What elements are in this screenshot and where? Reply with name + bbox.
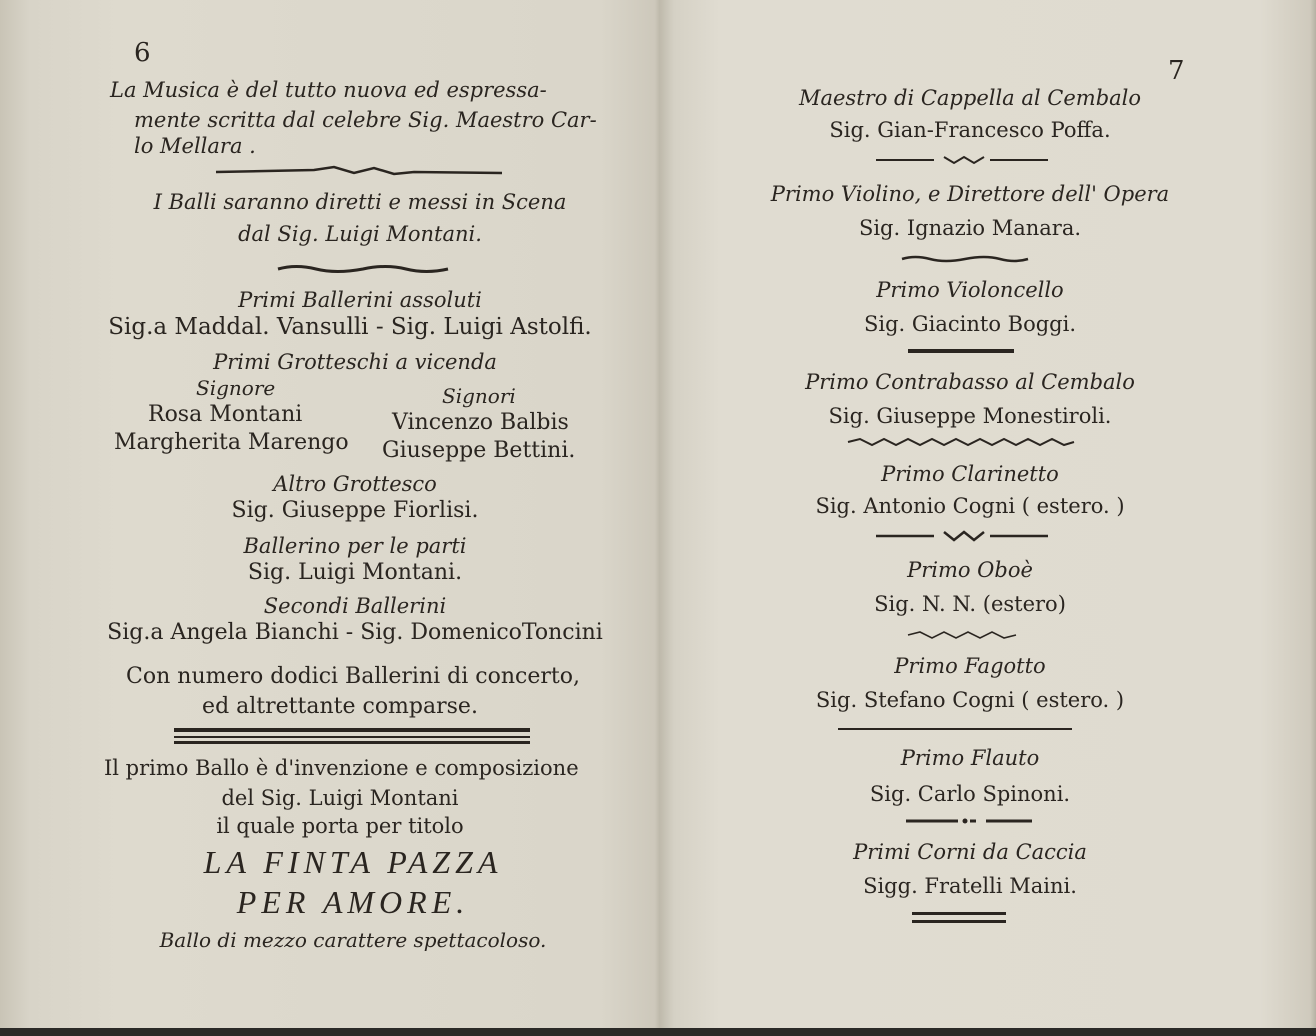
intro-line-3: lo Mellara . bbox=[134, 134, 256, 158]
ballerino-parti-heading: Ballerino per le parti bbox=[243, 534, 467, 558]
role-primo-violoncello: Primo Violoncello bbox=[876, 278, 1064, 302]
role-primo-flauto: Primo Flauto bbox=[900, 746, 1040, 770]
role-primo-contrabasso: Primo Contrabasso al Cembalo bbox=[805, 370, 1135, 394]
page-number: 6 bbox=[134, 38, 151, 68]
ballet-subtitle: Ballo di mezzo carattere spettacoloso. bbox=[159, 928, 547, 952]
ornament-rule bbox=[836, 724, 1074, 734]
name-primo-contrabasso: Sig. Giuseppe Monestiroli. bbox=[828, 404, 1112, 428]
intro-line-1: La Musica è del tutto nuova ed espressa- bbox=[110, 78, 547, 102]
first-ballet-line-1: Il primo Ballo è d'invenzione e composizione bbox=[104, 756, 579, 780]
corps-line-2: ed altrettante comparse. bbox=[202, 694, 478, 719]
left-page bbox=[0, 0, 660, 1028]
ornament-rule bbox=[214, 164, 504, 180]
ornament-rule bbox=[874, 154, 1050, 166]
role-primo-oboe: Primo Oboè bbox=[907, 558, 1033, 582]
ornament-rule bbox=[906, 346, 1016, 356]
name-primo-violino: Sig. Ignazio Manara. bbox=[858, 216, 1082, 240]
ornament-rule bbox=[874, 530, 1050, 542]
role-primo-fagotto: Primo Fagotto bbox=[894, 654, 1046, 678]
name-primo-clarinetto: Sig. Antonio Cogni ( estero. ) bbox=[815, 494, 1125, 518]
double-rule bbox=[174, 726, 532, 748]
ballet-title-line-2: PER AMORE. bbox=[236, 884, 470, 920]
altro-grottesco-heading: Altro Grottesco bbox=[273, 472, 437, 496]
name-primo-oboe: Sig. N. N. (estero) bbox=[874, 592, 1066, 616]
ballerino-parti-name: Sig. Luigi Montani. bbox=[247, 560, 463, 585]
secondi-heading: Secondi Ballerini bbox=[263, 594, 447, 618]
role-primo-violino: Primo Violino, e Direttore dell' Opera bbox=[770, 182, 1170, 206]
name-primi-corni: Sigg. Fratelli Maini. bbox=[863, 874, 1077, 898]
intro-line-2: mente scritta dal celebre Sig. Maestro Car- bbox=[134, 108, 597, 132]
double-rule bbox=[912, 910, 1008, 926]
ornament-rule bbox=[904, 816, 1034, 826]
first-ballet-line-2: del Sig. Luigi Montani bbox=[221, 786, 459, 810]
name-primo-fagotto: Sig. Stefano Cogni ( estero. ) bbox=[815, 688, 1125, 712]
corps-line-1: Con numero dodici Ballerini di concerto, bbox=[126, 664, 580, 689]
ornament-rule bbox=[900, 254, 1030, 264]
ornament-rule bbox=[276, 262, 450, 276]
first-ballet-line-3: il quale porta per titolo bbox=[216, 814, 464, 838]
primi-ballerini-heading: Primi Ballerini assoluti bbox=[238, 288, 482, 312]
role-maestro-cappella: Maestro di Cappella al Cembalo bbox=[798, 86, 1142, 110]
grotteschi-heading: Primi Grotteschi a vicenda bbox=[213, 350, 497, 374]
right-page bbox=[660, 0, 1316, 1028]
ornament-rule bbox=[846, 436, 1076, 448]
ornament-rule bbox=[906, 630, 1018, 640]
direction-line-1: I Balli saranno diretti e messi in Scena bbox=[153, 190, 567, 214]
altro-grottesco-name: Sig. Giuseppe Fiorlisi. bbox=[231, 498, 479, 523]
role-primo-clarinetto: Primo Clarinetto bbox=[881, 462, 1059, 486]
secondi-names: Sig.a Angela Bianchi - Sig. DomenicoToncini bbox=[107, 620, 603, 645]
grottesca-woman-2: Margherita Marengo bbox=[114, 430, 349, 455]
page-number: 7 bbox=[1168, 56, 1185, 86]
name-primo-flauto: Sig. Carlo Spinoni. bbox=[869, 782, 1071, 806]
grottesco-man-2: Giuseppe Bettini. bbox=[382, 438, 576, 463]
grottesco-man-1: Vincenzo Balbis bbox=[392, 410, 569, 435]
primi-ballerini-names: Sig.a Maddal. Vansulli - Sig. Luigi Astolfi. bbox=[108, 314, 592, 340]
ballet-title-line-1: LA FINTA PAZZA bbox=[203, 844, 503, 880]
name-primo-violoncello: Sig. Giacinto Boggi. bbox=[863, 312, 1077, 336]
grottesca-woman-1: Rosa Montani bbox=[148, 402, 303, 427]
signori-heading: Signori bbox=[442, 384, 516, 408]
role-primi-corni: Primi Corni da Caccia bbox=[853, 840, 1087, 864]
direction-line-2: dal Sig. Luigi Montani. bbox=[238, 222, 482, 246]
signore-heading: Signore bbox=[196, 376, 276, 400]
name-maestro-cappella: Sig. Gian-Francesco Poffa. bbox=[829, 118, 1111, 142]
